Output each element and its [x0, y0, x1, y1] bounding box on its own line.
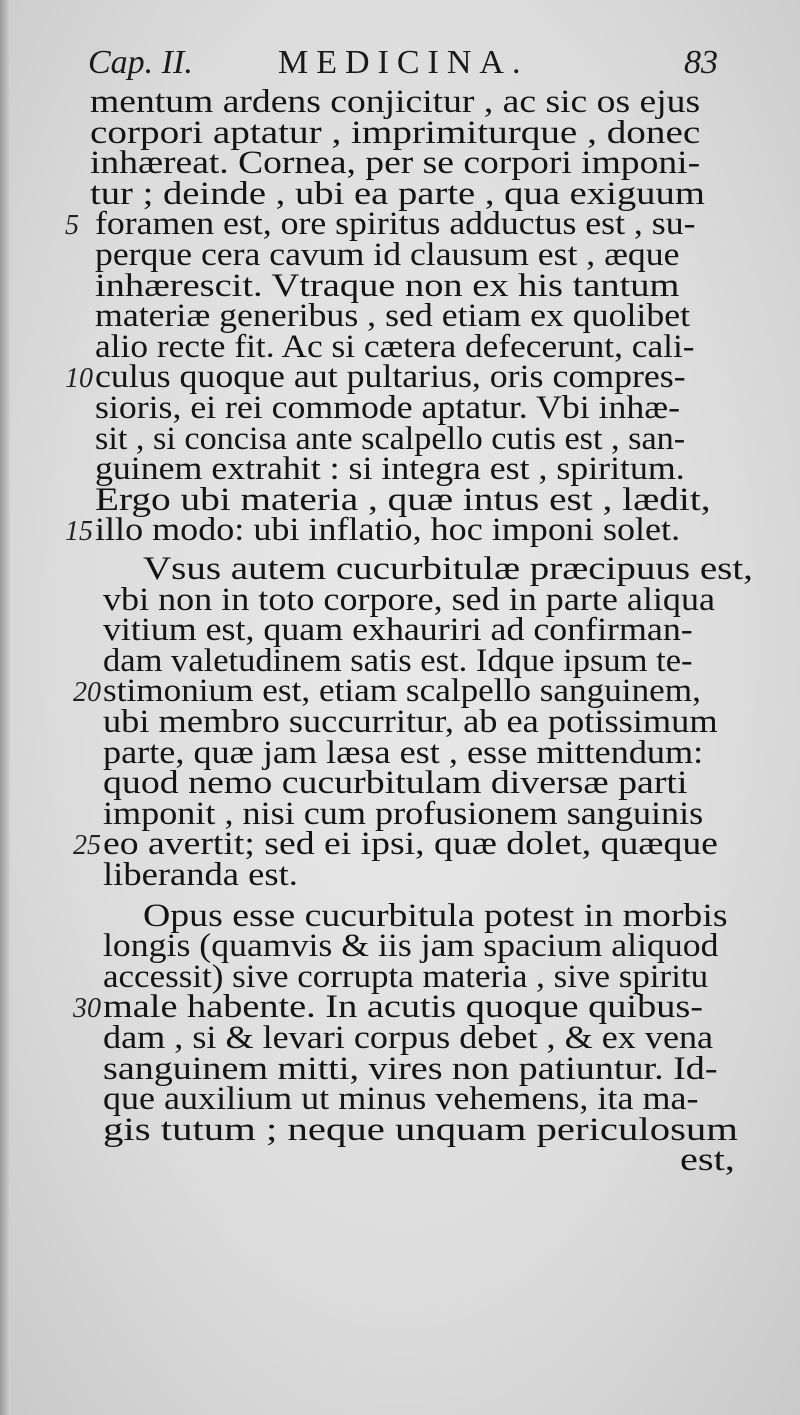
- text-line: Vsus autem cucurbitulæ præcipuus est,: [143, 551, 753, 587]
- text-line: illo modo: ubi inflatio, hoc imponi solet.: [95, 512, 681, 549]
- text-line: sit , si concisa ante scalpello cutis est , san-: [95, 420, 686, 457]
- line-number-marker: 30: [73, 993, 101, 1025]
- text-line: inhærescit. Vtraque non ex his tantum: [95, 267, 680, 304]
- text-line: parte, quæ jam læsa est , esse mittendum:: [103, 734, 704, 771]
- text-line: materiæ generibus , sed etiam ex quolibet: [95, 298, 691, 335]
- text-line: mentum ardens conjicitur , ac sic os ejus: [90, 84, 701, 120]
- text-line: eo avertit; sed ei ipsi, quæ dolet, quæque: [103, 826, 718, 863]
- text-line: guinem extrahit : si integra est , spiritum.: [95, 451, 685, 488]
- text-line: dam valetudinem satis est. Idque ipsum te-: [103, 642, 693, 679]
- line-number-marker: 15: [65, 516, 93, 548]
- text-line: que auxilium ut minus vehemens, ita ma-: [103, 1081, 699, 1118]
- text-line: accessit) sive corrupta materia , sive spiritu: [103, 958, 709, 995]
- text-line: foramen est, ore spiritus adductus est , su-: [95, 206, 696, 243]
- text-line: imponit , nisi cum profusionem sanguinis: [103, 795, 704, 832]
- text-line: inhæreat. Cornea, per se corpori imponi-: [90, 145, 701, 182]
- chapter-label: Cap. II.: [88, 44, 193, 81]
- text-line: sioris, ei rei commode aptatur. Vbi inhæ-: [95, 390, 680, 426]
- line-number-marker: 10: [65, 363, 93, 395]
- running-title: MEDICINA.: [278, 44, 529, 81]
- text-line: quod nemo cucurbitulam diversæ parti: [103, 765, 688, 802]
- page-number: 83: [684, 44, 718, 81]
- text-line: tur ; deinde , ubi ea parte , qua exiguum: [90, 175, 705, 212]
- text-line: vitium est, quam exhauriri ad confirman-: [103, 612, 693, 649]
- text-line: stimonium est, etiam scalpello sanguinem,: [103, 673, 701, 710]
- text-line: longis (quamvis & iis jam spacium aliquod: [103, 928, 719, 965]
- text-line: culus quoque aut pultarius, oris compres-: [95, 359, 686, 396]
- text-line: vbi non in toto corpore, sed in parte aliqua: [103, 581, 716, 618]
- text-line: perque cera cavum id clausum est , æque: [95, 237, 680, 273]
- text-line: ubi membro succurritur, ab ea potissimum: [103, 704, 718, 740]
- line-number-marker: 25: [73, 830, 101, 862]
- text-line: male habente. In acutis quoque quibus-: [103, 989, 704, 1026]
- text-line: Ergo ubi materia , quæ intus est , lædit,: [95, 481, 711, 518]
- text-line: est,: [680, 1142, 735, 1179]
- text-line: sanguinem mitti, vires non patiuntur. Id-: [103, 1050, 718, 1087]
- text-line: dam , si & levari corpus debet , & ex vena: [103, 1020, 714, 1056]
- text-line: alio recte fit. Ac si cætera defecerunt, cali-: [95, 328, 695, 365]
- text-line: corpori aptatur , imprimiturque , donec: [90, 114, 701, 151]
- text-line: liberanda est.: [103, 857, 298, 893]
- text-line: gis tutum ; neque unquam periculosum: [103, 1111, 739, 1148]
- line-number-marker: 20: [73, 677, 101, 709]
- text-line: Opus esse cucurbitula potest in morbis: [143, 897, 728, 934]
- line-number-marker: 5: [65, 210, 79, 242]
